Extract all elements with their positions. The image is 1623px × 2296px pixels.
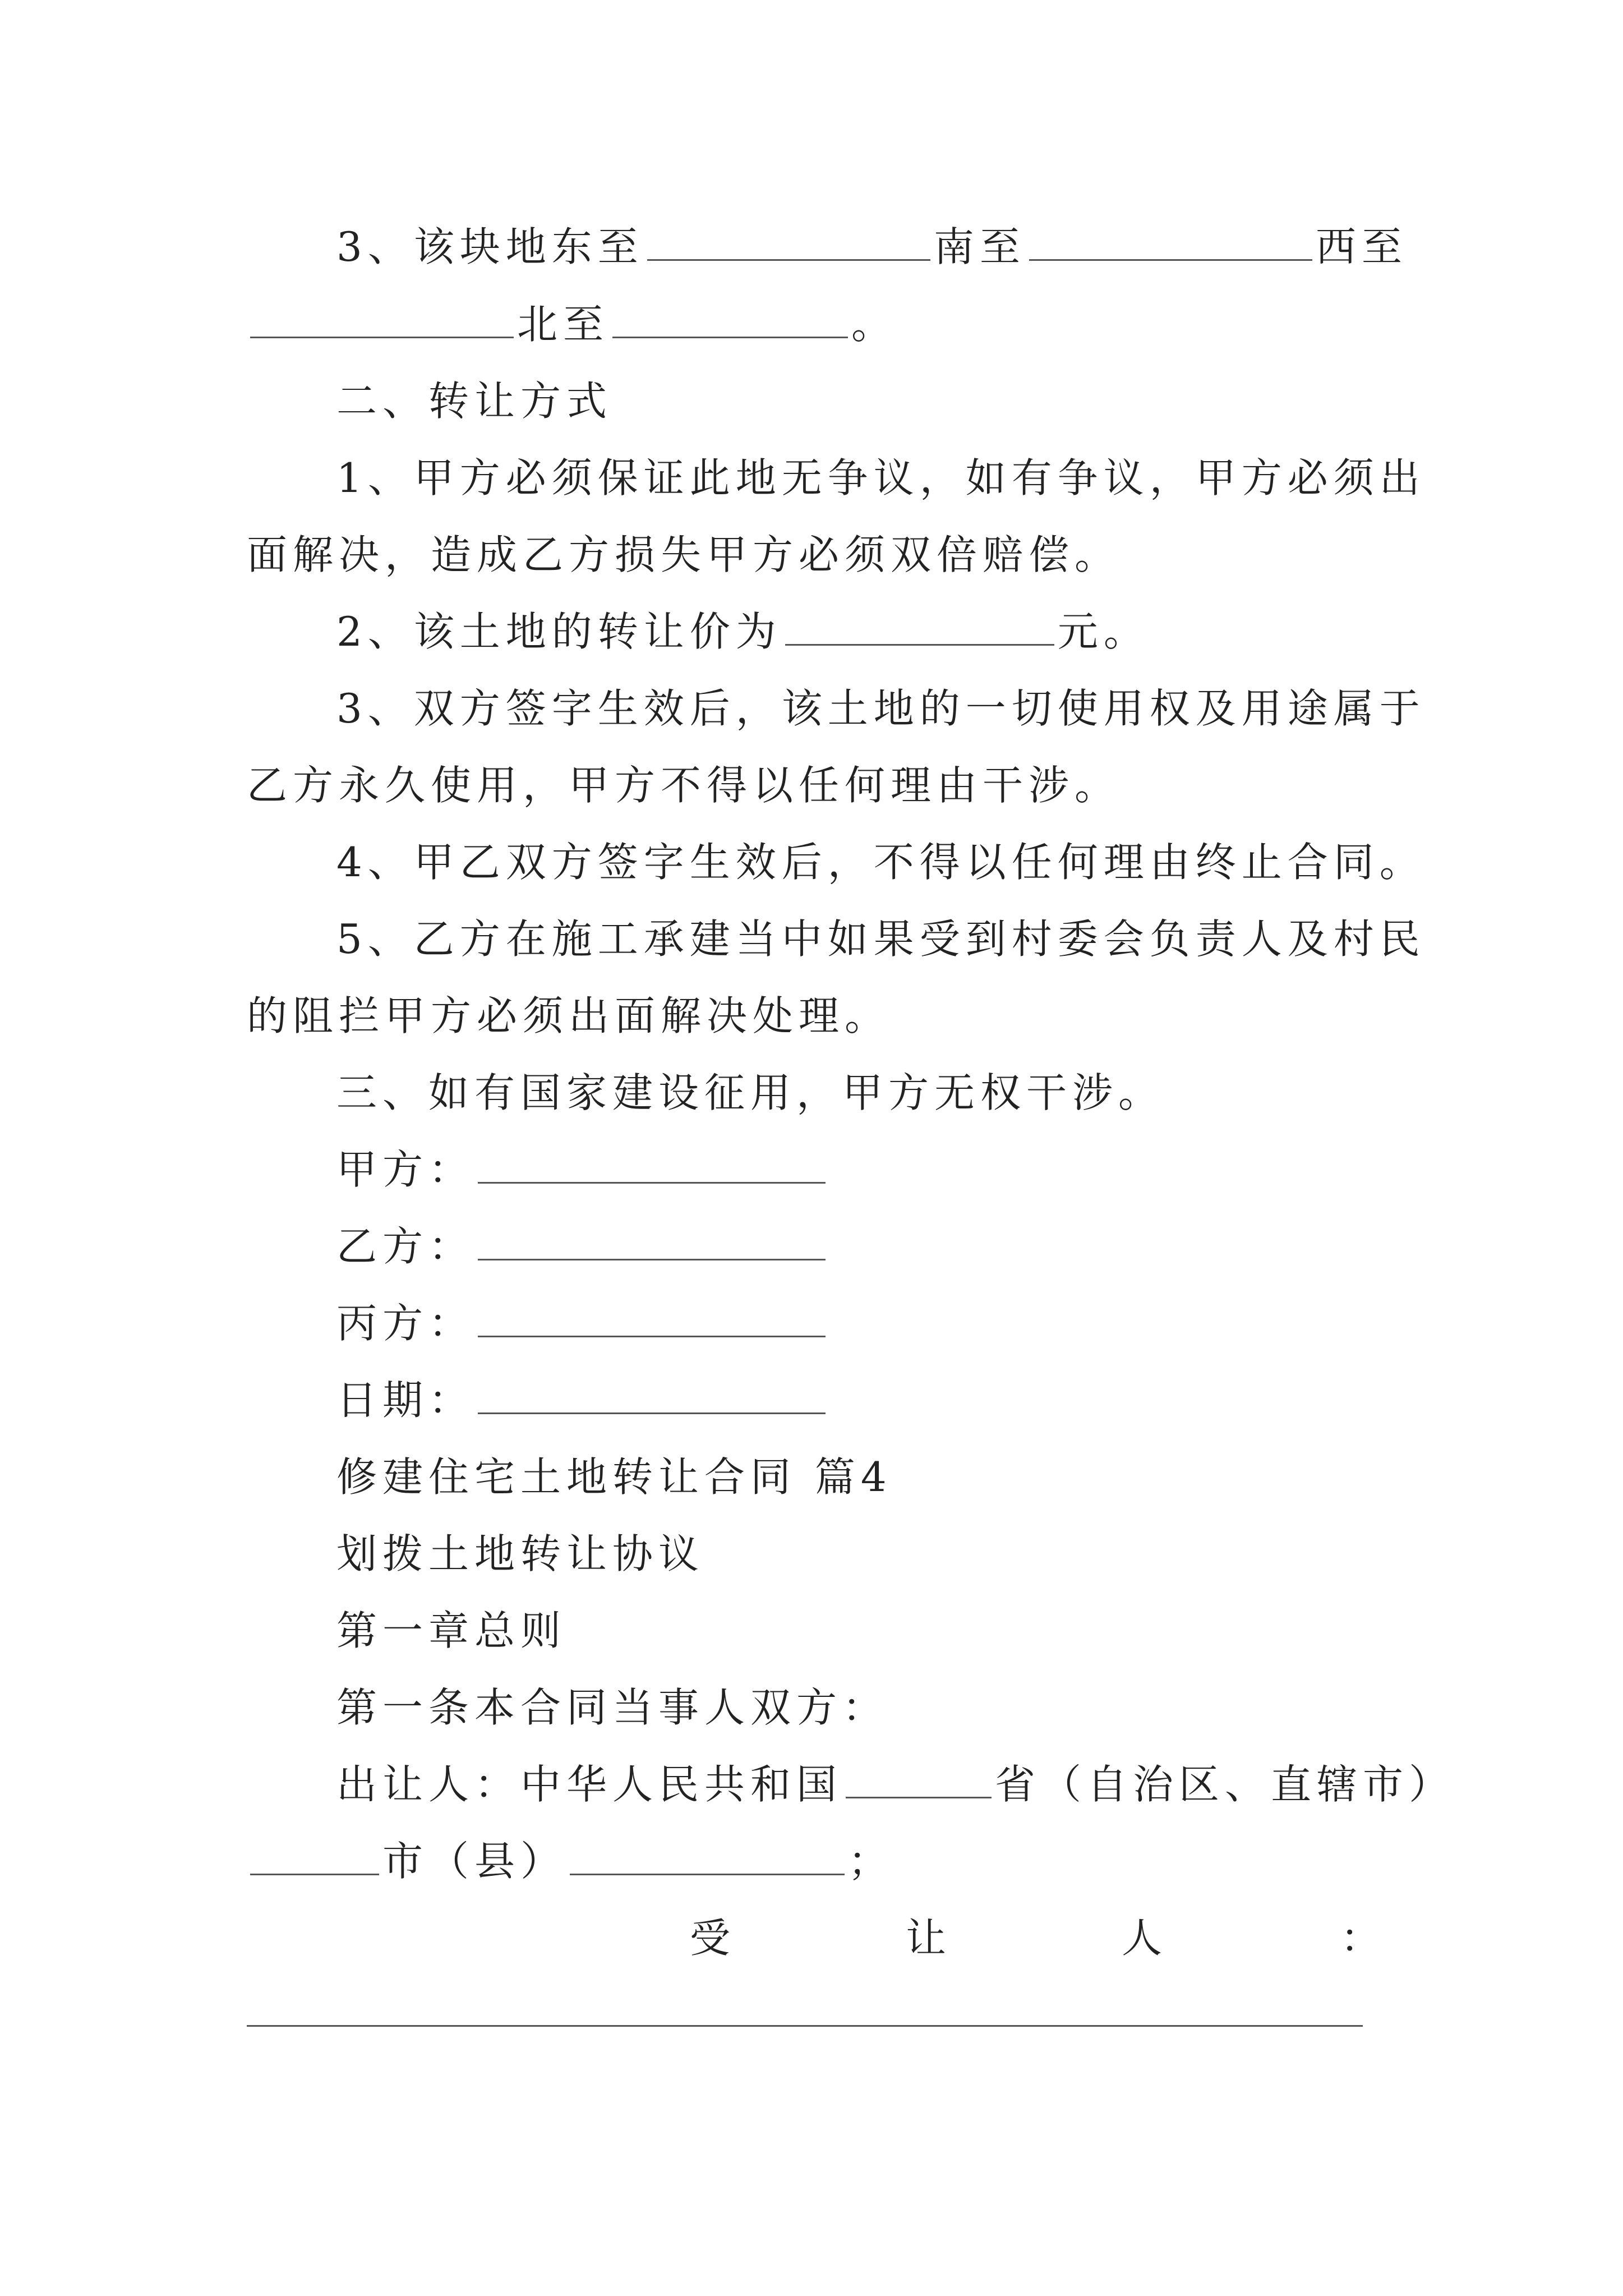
boundary-line-2 — [247, 296, 897, 352]
party-a-label: 甲方： — [336, 1146, 475, 1193]
boundary-line-1 — [336, 219, 1408, 275]
agreement-subtitle: 划拨土地转让协议 — [336, 1530, 705, 1577]
contract-4-title: 修建住宅土地转让合同 篇4 — [336, 1453, 892, 1501]
party-c-signature — [336, 1295, 829, 1351]
south-label: 南至 — [933, 223, 1026, 270]
party-c-blank[interactable] — [478, 1302, 826, 1337]
date-label: 日期： — [336, 1377, 475, 1424]
transferor-line-1 — [336, 1756, 1455, 1812]
east-label: 3、该块地东至 — [336, 223, 644, 270]
article-1: 第一条本合同当事人双方： — [336, 1684, 889, 1731]
party-b-label: 乙方： — [336, 1223, 475, 1270]
north-blank[interactable] — [612, 303, 848, 338]
price-blank[interactable] — [785, 610, 1054, 646]
south-blank[interactable] — [1029, 226, 1312, 261]
party-b-blank[interactable] — [478, 1225, 826, 1260]
east-blank[interactable] — [647, 226, 930, 261]
city-label: 市（县） — [382, 1838, 567, 1885]
clause-4-line: 4、甲乙双方签字生效后，不得以任何理由终止合同。 — [336, 839, 1426, 886]
transferee-char-2: 让 — [906, 1915, 947, 1962]
clause-5-line-1: 5、乙方在施工承建当中如果受到村委会负责人及村民 — [336, 915, 1426, 963]
transferor-label: 出让人：中华人民共和国 — [336, 1761, 843, 1808]
transferee-blank[interactable] — [247, 2025, 1363, 2027]
province-blank[interactable] — [846, 1763, 992, 1798]
west-label: 西至 — [1315, 223, 1408, 270]
transferor-name-blank[interactable] — [570, 1840, 845, 1875]
section-2-heading: 二、转让方式 — [336, 378, 613, 425]
party-b-signature — [336, 1218, 829, 1274]
clause-2-line — [336, 604, 1150, 660]
section-3-heading: 三、如有国家建设征用，甲方无权干涉。 — [336, 1069, 1165, 1116]
north-label: 北至 — [517, 301, 610, 348]
period: 。 — [851, 301, 898, 348]
transferee-char-1: 受 — [690, 1915, 731, 1962]
clause-3-line-2: 乙方永久使用，甲方不得以任何理由干涉。 — [247, 762, 1121, 809]
chapter-heading: 第一章总则 — [336, 1607, 567, 1654]
transferee-colon: ： — [1340, 1915, 1381, 1962]
semicolon: ； — [848, 1838, 895, 1885]
city-blank[interactable] — [250, 1840, 379, 1875]
party-a-signature — [336, 1142, 829, 1198]
party-a-blank[interactable] — [478, 1148, 826, 1184]
price-unit: 元。 — [1057, 608, 1150, 655]
transferee-char-3: 人 — [1122, 1915, 1163, 1962]
clause-5-line-2: 的阻拦甲方必须出面解决处理。 — [247, 992, 891, 1039]
clause-1-line-2: 面解决，造成乙方损失甲方必须双倍赔偿。 — [247, 531, 1121, 578]
clause-3-line-1: 3、双方签字生效后，该土地的一切使用权及用途属于 — [336, 685, 1426, 732]
province-label: 省（自治区、直辖市） — [995, 1761, 1455, 1808]
transferor-line-2 — [247, 1833, 894, 1889]
clause-1-line-1: 1、甲方必须保证此地无争议，如有争议，甲方必须出 — [336, 454, 1426, 501]
date-signature — [336, 1372, 829, 1428]
party-c-label: 丙方： — [336, 1300, 475, 1347]
west-blank[interactable] — [250, 303, 514, 338]
price-label: 2、该土地的转让价为 — [336, 608, 782, 655]
date-blank[interactable] — [478, 1379, 826, 1414]
